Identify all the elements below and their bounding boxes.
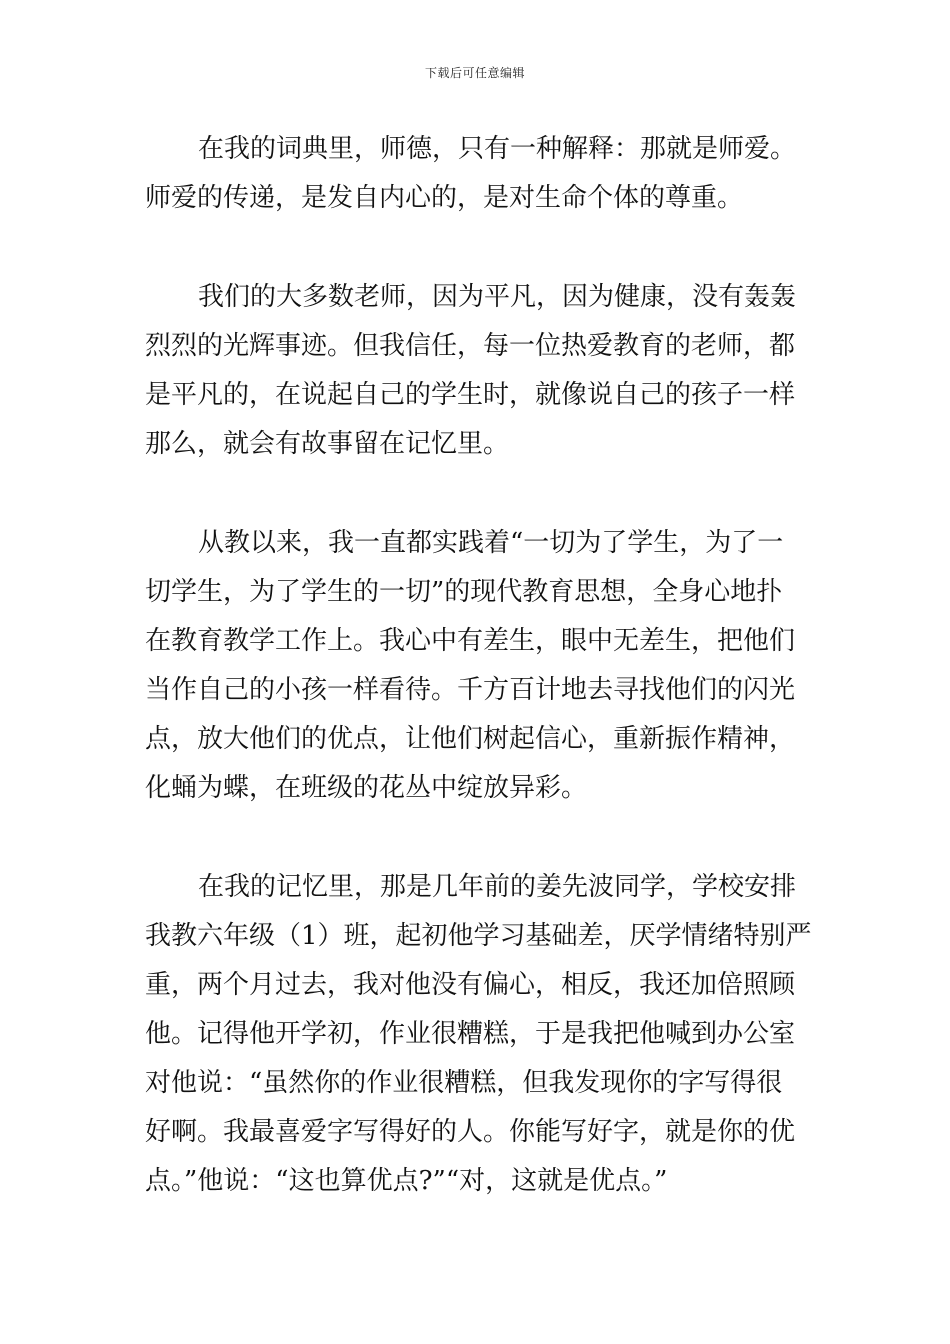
text-line: 点。”他说：“这也算优点?”“对，这就是优点。” bbox=[145, 1166, 668, 1196]
page-header: 下载后可任意编辑 bbox=[424, 66, 525, 80]
text-line: 在我的词典里，师德，只有一种解释：那就是师爱。 bbox=[198, 134, 797, 164]
text-line: 师爱的传递，是发自内心的，是对生命个体的尊重。 bbox=[145, 183, 744, 213]
document-body bbox=[145, 125, 812, 1256]
text-line: 重，两个月过去，我对他没有偏心，相反，我还加倍照顾 bbox=[145, 970, 796, 1000]
paragraph-1 bbox=[145, 125, 809, 223]
text-line: 切学生，为了学生的一切”的现代教育思想，全身心地扑 bbox=[145, 577, 783, 607]
text-line: 在教育教学工作上。我心中有差生，眼中无差生，把他们 bbox=[145, 626, 796, 656]
text-line: 我教六年级（1）班，起初他学习基础差，厌学情绪特别严 bbox=[145, 921, 812, 951]
text-line: 那么，就会有故事留在记忆里。 bbox=[145, 429, 510, 459]
paragraph-2 bbox=[145, 273, 809, 469]
paragraph-3 bbox=[145, 519, 809, 813]
text-line: 烈烈的光辉事迹。但我信任，每一位热爱教育的老师，都 bbox=[145, 331, 796, 361]
text-line: 是平凡的，在说起自己的学生时，就像说自己的孩子一样 bbox=[145, 380, 796, 410]
paragraph-4 bbox=[145, 863, 812, 1206]
text-line: 在我的记忆里，那是几年前的姜先波同学，学校安排 bbox=[198, 872, 797, 902]
text-line: 当作自己的小孩一样看待。千方百计地去寻找他们的闪光 bbox=[145, 675, 796, 705]
text-line: 他。记得他开学初，作业很糟糕，于是我把他喊到办公室 bbox=[145, 1019, 796, 1049]
text-line: 好啊。我最喜爱字写得好的人。你能写好字，就是你的优 bbox=[145, 1117, 796, 1147]
text-line: 点，放大他们的优点，让他们树起信心，重新振作精神， bbox=[145, 724, 796, 754]
text-line: 我们的大多数老师，因为平凡，因为健康，没有轰轰 bbox=[198, 282, 797, 312]
text-line: 对他说：“虽然你的作业很糟糕，但我发现你的字写得很 bbox=[145, 1068, 783, 1098]
text-line: 从教以来，我一直都实践着“一切为了学生，为了一 bbox=[198, 528, 784, 558]
text-line: 化蛹为蝶，在班级的花丛中绽放异彩。 bbox=[145, 773, 588, 803]
